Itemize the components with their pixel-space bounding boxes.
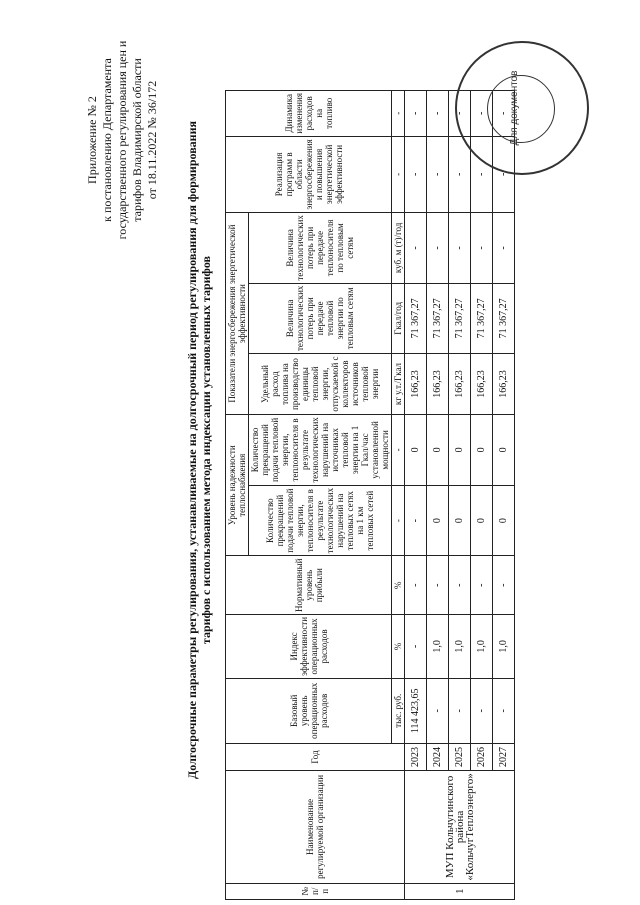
table-cell: -	[405, 136, 427, 213]
table-cell: 166,23	[405, 354, 427, 415]
table-cell: 71 367,27	[493, 283, 515, 353]
header-en2: Величина технологических потерь при передаче тепловой энергии по тепловым сетям	[249, 283, 392, 353]
title-line: Долгосрочные параметры регулирования, устанавливаемые на долгосрочный период регулирования для формирования	[185, 121, 199, 779]
unit-cell: тыс. руб.	[392, 678, 405, 743]
header-program: Реализация программ в области энергосбережения и повышения энергетической эффективности	[226, 136, 392, 213]
table-cell: 1,0	[471, 614, 493, 678]
table-cell: 1,0	[427, 614, 449, 678]
header-reliability: Уровень надежности теплоснабжения	[226, 415, 249, 556]
table-cell: 0	[449, 485, 471, 556]
year-cell: 2025	[449, 743, 471, 771]
year-cell: 2024	[427, 743, 449, 771]
header-num: № п/п	[226, 883, 405, 899]
table-cell: -	[493, 678, 515, 743]
unit-cell: куб. м (т)/год	[392, 213, 405, 283]
header-year: Год	[226, 743, 405, 771]
table-cell: 71 367,27	[449, 283, 471, 353]
table-cell: -	[427, 136, 449, 213]
table-cell: -	[493, 213, 515, 283]
organization-name: МУП Кольчугинского района «КольчугТеплоэнерго»	[405, 771, 515, 883]
title-line: тарифов с использованием метода индексации установленных тарифов	[199, 255, 213, 645]
unit-cell: -	[392, 136, 405, 213]
header-rel1: Количество прекращений подачи тепловой энергии, теплоносителя в результате технологических нарушений на тепловых сетях на 1 км тепловых сетей	[249, 485, 392, 556]
table-cell: 0	[471, 415, 493, 486]
unit-cell: Гкал/год	[392, 283, 405, 353]
unit-cell: -	[392, 91, 405, 137]
table-cell: -	[471, 556, 493, 614]
table-cell: 0	[493, 415, 515, 486]
table-cell: 0	[449, 415, 471, 486]
approval-line: к постановлению Департамента	[100, 58, 114, 222]
header-rel2: Количество прекращений подачи тепловой энергии, теплоносителя в результате технологических нарушений на источниках тепловой энергии на 1 Гкал/час установленной мощности	[249, 415, 392, 486]
table-cell: -	[427, 91, 449, 137]
table-cell: 166,23	[427, 354, 449, 415]
approval-line: Приложение № 2	[85, 96, 99, 184]
table-cell: -	[471, 213, 493, 283]
table-cell: 166,23	[471, 354, 493, 415]
table-cell: -	[405, 485, 427, 556]
table-cell: -	[427, 678, 449, 743]
header-base: Базовый уровень операционных расходов	[226, 678, 392, 743]
unit-cell: кг у.т./Гкал	[392, 354, 405, 415]
header-energy: Показатели энергосбережения энергетической эффективности	[226, 213, 249, 415]
table-cell: -	[471, 678, 493, 743]
table-cell: 0	[493, 485, 515, 556]
official-stamp	[455, 41, 589, 175]
unit-cell: -	[392, 415, 405, 486]
header-fuel: Динамика изменения расходов на топливо	[226, 91, 392, 137]
approval-block	[85, 15, 160, 265]
table-cell: 166,23	[493, 354, 515, 415]
table-cell: 71 367,27	[427, 283, 449, 353]
header-en1: Удельный расход топлива на производство единицы тепловой энергии, отпускаемой с коллекторов источников тепловой энергии	[249, 354, 392, 415]
unit-cell: -	[392, 485, 405, 556]
header-profit: Нормативный уровень прибыли	[226, 556, 392, 614]
table-cell: 1,0	[493, 614, 515, 678]
row-number: 1	[405, 883, 515, 899]
table-cell: 71 367,27	[471, 283, 493, 353]
header-index: Индекс эффективности операционных расходов	[226, 614, 392, 678]
approval-line: государственного регулирования цен и	[115, 40, 129, 240]
table-cell: -	[493, 136, 515, 213]
unit-cell: %	[392, 614, 405, 678]
header-org: Наименование регулируемой организации	[226, 771, 405, 883]
table-cell: -	[449, 136, 471, 213]
approval-line: тарифов Владимирской области	[130, 58, 144, 222]
table-cell: -	[405, 614, 427, 678]
table-cell: -	[471, 91, 493, 137]
year-cell: 2026	[471, 743, 493, 771]
table-cell: 166,23	[449, 354, 471, 415]
table-cell: 71 367,27	[405, 283, 427, 353]
stamp-text: Для документов	[509, 70, 520, 146]
unit-cell: %	[392, 556, 405, 614]
table-cell: -	[493, 91, 515, 137]
table-cell: -	[405, 213, 427, 283]
table-cell: 1,0	[449, 614, 471, 678]
stamp-inner-ring	[487, 75, 555, 143]
table-cell: 114 423,65	[405, 678, 427, 743]
year-cell: 2023	[405, 743, 427, 771]
table-cell: -	[427, 213, 449, 283]
table-cell: -	[449, 91, 471, 137]
table-cell: -	[449, 678, 471, 743]
header-en3: Величина технологических потерь при передаче теплоносителя по тепловым сетям	[249, 213, 392, 283]
document-title	[185, 5, 213, 895]
table-cell: 0	[427, 415, 449, 486]
table-cell: -	[493, 556, 515, 614]
table-cell: -	[449, 213, 471, 283]
approval-line: от 18.11.2022 № 36/172	[145, 80, 159, 200]
table-cell: -	[427, 556, 449, 614]
table-cell: -	[405, 556, 427, 614]
table-cell: 0	[471, 485, 493, 556]
table-cell: 0	[405, 415, 427, 486]
year-cell: 2027	[493, 743, 515, 771]
parameters-table	[225, 90, 515, 900]
table-cell: -	[449, 556, 471, 614]
table-cell: 0	[427, 485, 449, 556]
table-cell: -	[405, 91, 427, 137]
table-cell: -	[471, 136, 493, 213]
